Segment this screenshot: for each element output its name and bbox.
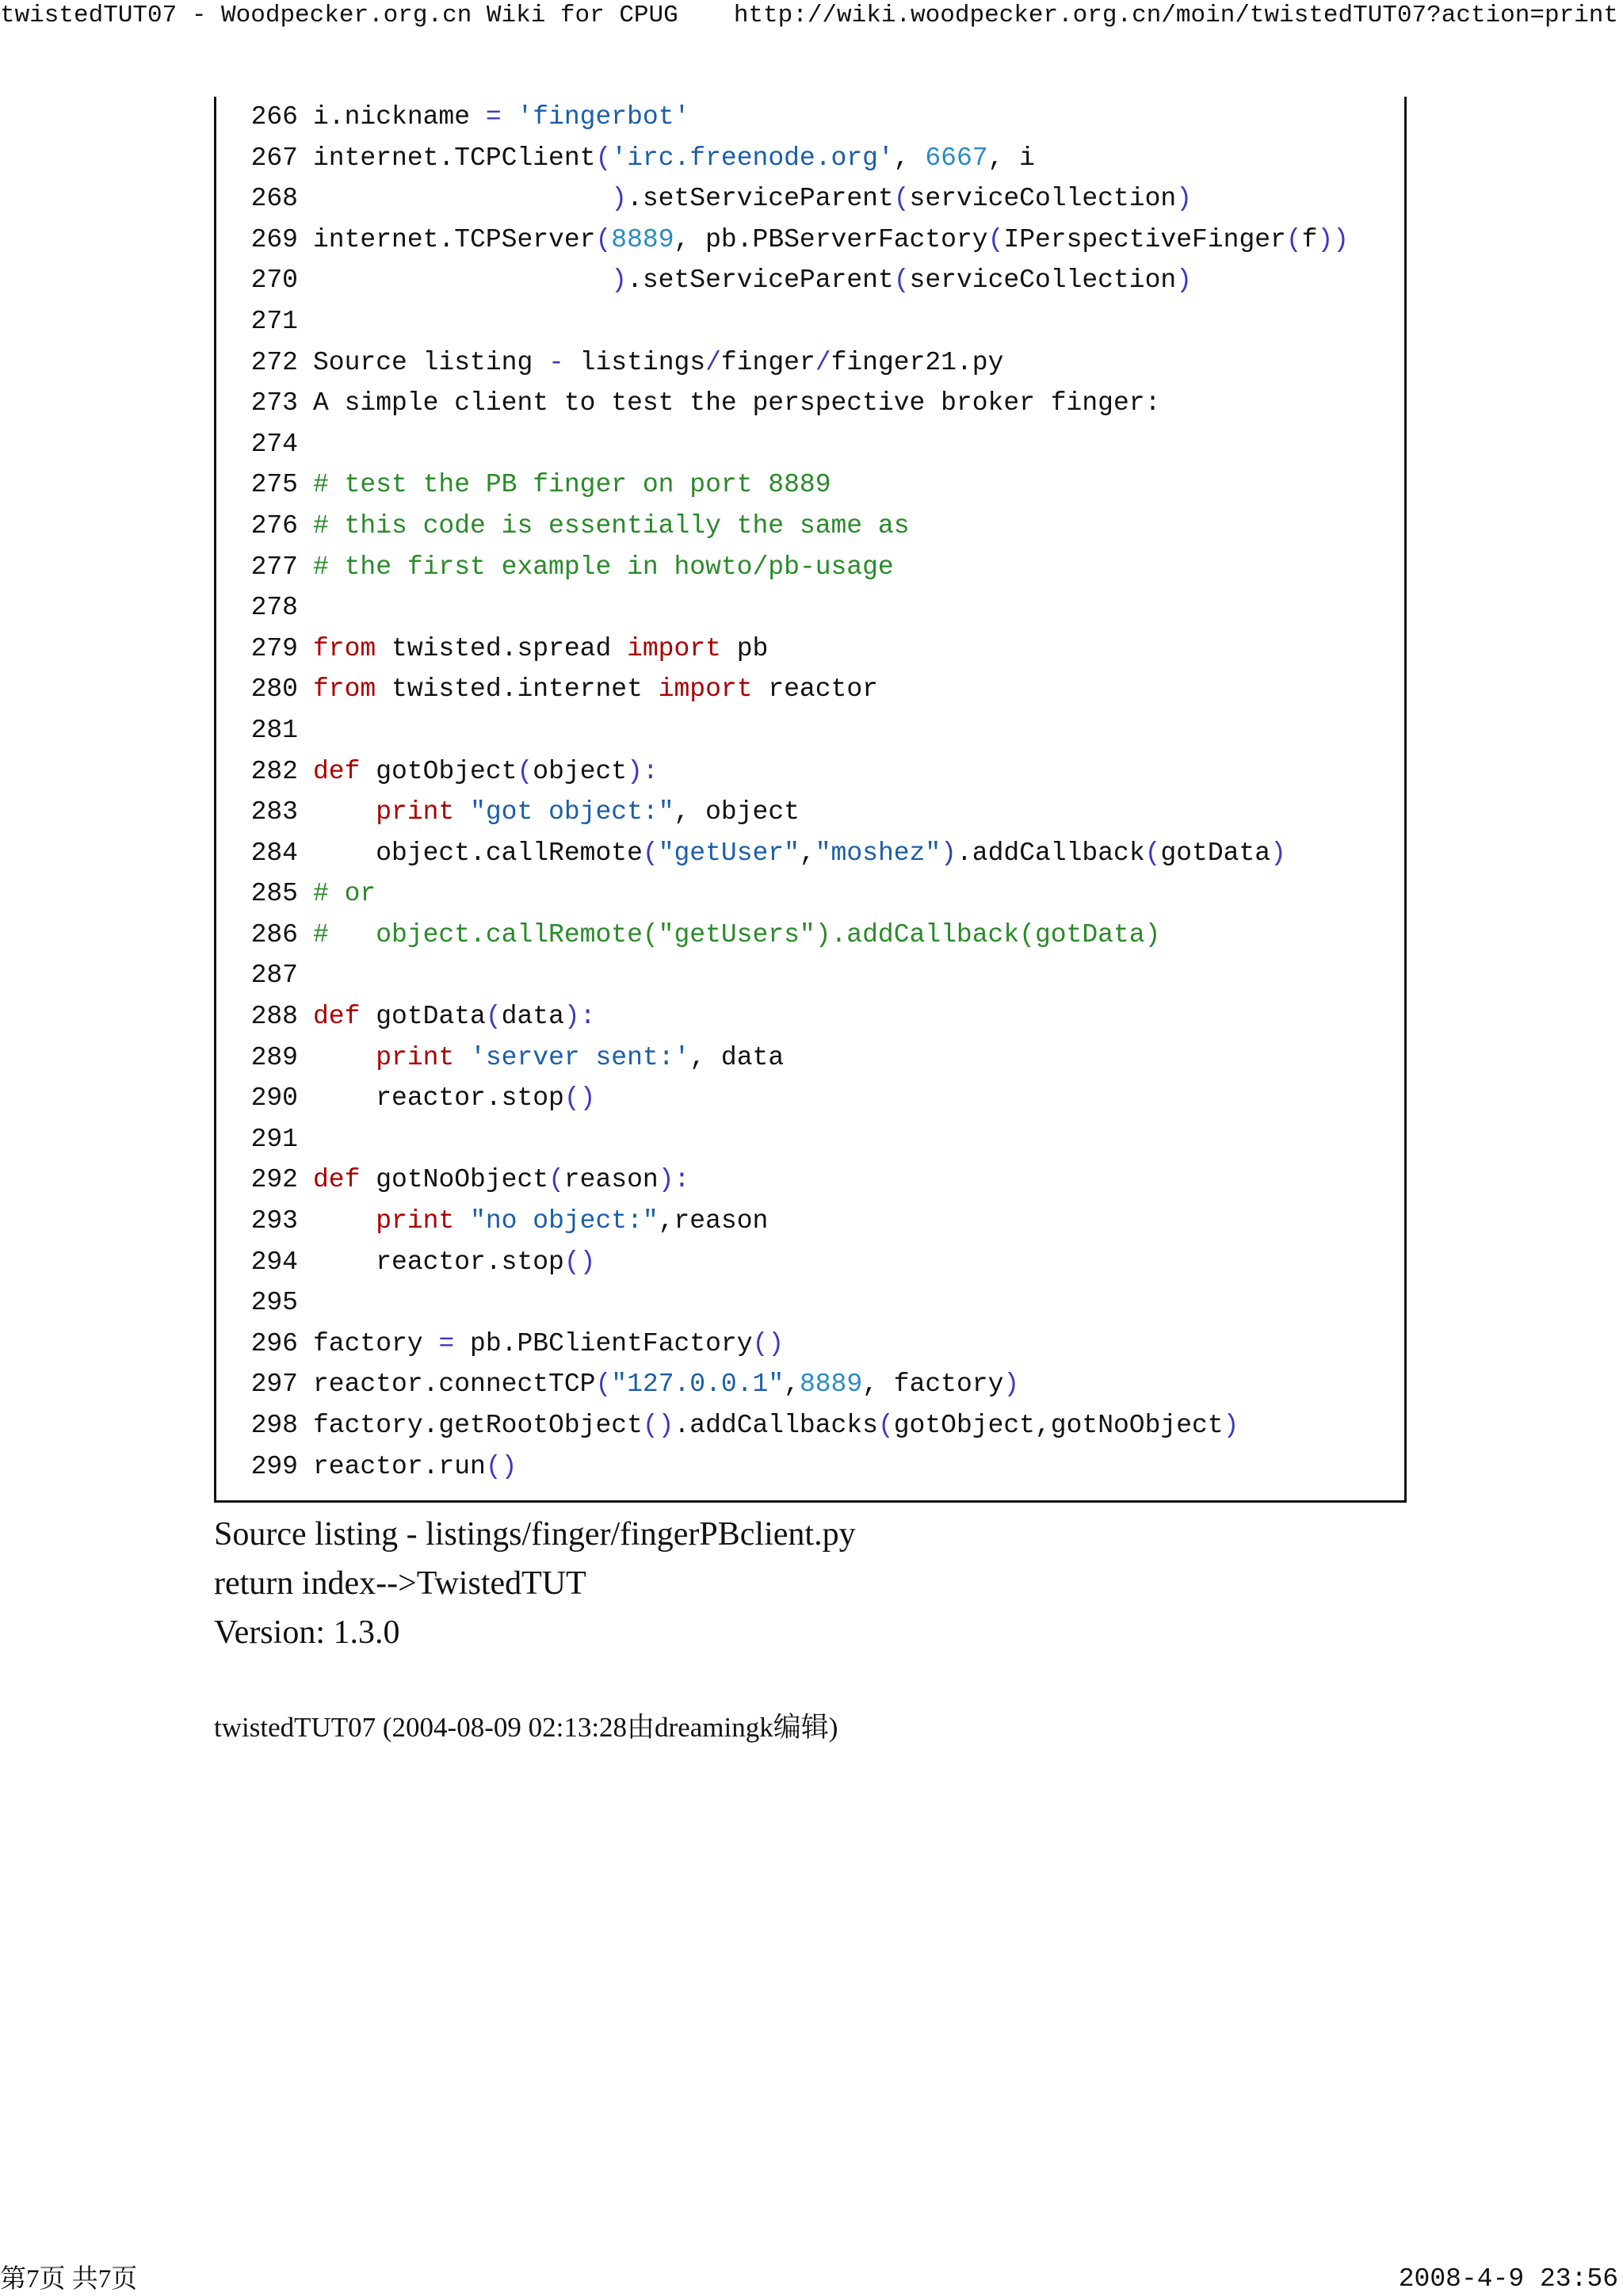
code-token: ) <box>611 184 628 214</box>
code-line <box>246 220 1349 261</box>
code-line <box>246 915 1349 956</box>
code-token: reactor.connectTCP <box>313 1370 596 1400</box>
code-token: , pb.PBServerFactory <box>674 224 988 254</box>
code-token <box>313 184 611 213</box>
code-token: , <box>799 838 815 868</box>
code-token: "no object:" <box>470 1206 659 1236</box>
code-token: ( <box>548 1165 564 1195</box>
line-number: 293 <box>250 1206 298 1236</box>
code-token: ) <box>611 266 628 296</box>
code-token: object <box>533 756 628 786</box>
code-token: = <box>438 1328 455 1358</box>
code-token: "127.0.0.1" <box>611 1370 785 1400</box>
code-token: A simple client to test the perspective broker finger: <box>313 388 1161 418</box>
code-token: # object.callRemote("getUsers").addCallback(gotData) <box>313 919 1161 949</box>
line-number: 274 <box>250 429 298 459</box>
code-token: reactor.stop <box>313 1083 564 1114</box>
code-token: .addCallbacks <box>674 1411 878 1440</box>
code-token: , data <box>689 1042 785 1072</box>
code-token: gotObject,gotNoObject <box>893 1411 1224 1440</box>
code-line <box>246 1282 1349 1324</box>
print-header <box>0 0 1623 32</box>
code-token: print <box>376 1042 455 1072</box>
line-number: 268 <box>250 184 298 214</box>
code-token: pb.PBClientFactory <box>454 1328 753 1358</box>
code-token: # or <box>313 879 376 909</box>
code-token: f <box>1301 224 1318 254</box>
code-line <box>246 178 1349 220</box>
code-token <box>313 797 376 827</box>
code-token: ,reason <box>658 1206 769 1236</box>
line-number: 266 <box>250 102 298 132</box>
code-token: "getUser" <box>658 838 800 868</box>
version-text: Version: 1.3.0 <box>214 1614 400 1651</box>
code-token: 8889 <box>799 1370 863 1400</box>
line-number: 292 <box>250 1165 298 1195</box>
code-token <box>502 102 517 132</box>
code-token: ( <box>642 838 659 868</box>
line-number: 281 <box>250 715 298 745</box>
code-token: 8889 <box>611 224 674 254</box>
code-token: ) <box>1176 184 1193 214</box>
code-token: listings <box>563 347 706 377</box>
code-token: from <box>313 633 376 663</box>
code-token: "got object:" <box>470 797 674 827</box>
code-token: - <box>548 347 564 377</box>
page-header-url[interactable]: http://wiki.woodpecker.org.cn/moin/twistedTUT07?action=print <box>733 2 1618 29</box>
code-line <box>246 342 1349 384</box>
code-line <box>246 260 1349 301</box>
code-token: = <box>485 102 502 132</box>
code-token: gotNoObject <box>360 1165 549 1195</box>
code-token: ( <box>1285 224 1302 254</box>
code-line <box>246 506 1349 547</box>
code-token: factory.getRootObject <box>313 1411 643 1440</box>
code-token: () <box>485 1451 517 1481</box>
line-number: 290 <box>250 1083 298 1114</box>
code-token <box>313 1043 376 1072</box>
code-token: .setServiceParent <box>627 266 894 296</box>
code-token: ( <box>595 1370 612 1400</box>
code-token: object.callRemote <box>313 838 643 868</box>
line-number: 279 <box>250 633 298 663</box>
code-token: 'server sent:' <box>470 1042 690 1072</box>
code-token: ): <box>563 1002 596 1032</box>
code-token: ( <box>485 1002 502 1032</box>
code-token: ( <box>517 756 533 786</box>
code-line <box>246 464 1349 506</box>
line-number: 296 <box>250 1328 298 1358</box>
code-token: ): <box>658 1165 690 1195</box>
code-token: import <box>658 674 753 705</box>
code-line <box>246 792 1349 833</box>
code-token: () <box>563 1083 596 1114</box>
code-token: , object <box>674 797 800 827</box>
code-token: serviceCollection <box>909 184 1177 214</box>
code-token: gotObject <box>360 756 517 786</box>
code-token: def <box>313 1002 361 1032</box>
code-line <box>246 1324 1349 1365</box>
line-number: 282 <box>250 756 298 786</box>
code-line <box>246 955 1349 996</box>
code-token: pb <box>720 633 769 663</box>
code-token: , <box>784 1370 800 1400</box>
code-token: reason <box>563 1165 659 1195</box>
line-number: 276 <box>250 510 298 541</box>
code-line <box>246 301 1349 342</box>
code-line <box>246 97 1349 138</box>
code-token: serviceCollection <box>909 266 1177 296</box>
code-token: factory <box>313 1328 439 1358</box>
code-token: IPerspectiveFinger <box>1003 224 1286 254</box>
line-number: 275 <box>250 470 298 500</box>
code-token: / <box>705 347 721 377</box>
code-listing-box <box>214 97 1407 1503</box>
code-line <box>246 628 1349 670</box>
code-token: () <box>563 1247 596 1277</box>
code-token <box>454 1043 470 1072</box>
code-token: i.nickname <box>313 102 486 132</box>
line-number: 287 <box>250 961 298 991</box>
line-number: 289 <box>250 1042 298 1072</box>
code-token <box>454 797 470 827</box>
code-token: reactor.stop <box>313 1247 564 1277</box>
code-token: ) <box>1223 1411 1239 1440</box>
code-token: ) <box>941 838 957 868</box>
code-token: # test the PB finger on port 8889 <box>313 470 831 500</box>
line-number: 298 <box>250 1411 298 1440</box>
code-token: )) <box>1317 224 1350 254</box>
code-line <box>246 587 1349 628</box>
code-line <box>246 833 1349 874</box>
code-line <box>246 873 1349 915</box>
code-line <box>246 1364 1349 1405</box>
code-token: from <box>313 674 376 705</box>
page-header-title: twistedTUT07 - Woodpecker.org.cn Wiki for CPUG <box>0 2 678 29</box>
code-line <box>246 710 1349 751</box>
code-token: finger21.py <box>831 347 1004 377</box>
line-number: 278 <box>250 593 298 623</box>
code-block <box>246 97 1349 1487</box>
code-token: print <box>376 797 455 827</box>
code-token: 'irc.freenode.org' <box>611 143 894 173</box>
line-number: 288 <box>250 1002 298 1032</box>
code-token: ) <box>1270 838 1286 868</box>
code-token: ( <box>595 143 612 173</box>
code-line <box>246 1201 1349 1242</box>
code-line <box>246 1159 1349 1201</box>
code-line <box>246 1037 1349 1079</box>
code-line <box>246 1405 1349 1446</box>
code-line <box>246 1242 1349 1283</box>
code-token: ) <box>1003 1370 1020 1400</box>
code-line <box>246 996 1349 1037</box>
code-line <box>246 669 1349 710</box>
code-token: # the first example in howto/pb-usage <box>313 552 894 582</box>
code-token: ( <box>893 266 910 296</box>
code-token: Source listing <box>313 347 549 377</box>
code-token: ): <box>627 756 659 786</box>
line-number: 270 <box>250 266 298 296</box>
print-datetime: 2008-4-9 23:56 <box>1398 2264 1618 2294</box>
line-number: 299 <box>250 1451 298 1481</box>
code-token: data <box>501 1002 564 1032</box>
code-token: print <box>376 1206 455 1236</box>
code-token: reactor <box>752 674 878 705</box>
line-number: 280 <box>250 674 298 705</box>
code-line <box>246 751 1349 793</box>
code-token: finger <box>720 347 815 377</box>
line-number: 283 <box>250 797 298 827</box>
code-token: , <box>893 143 926 173</box>
code-token: ( <box>877 1411 894 1440</box>
line-number: 297 <box>250 1370 298 1400</box>
code-token: ) <box>1176 266 1193 296</box>
code-token: () <box>752 1328 785 1358</box>
code-token: def <box>313 1165 361 1195</box>
code-token: ( <box>1144 838 1161 868</box>
code-token: gotData <box>1160 838 1271 868</box>
code-token: gotData <box>360 1002 486 1032</box>
code-token: twisted.internet <box>376 674 659 705</box>
code-token: ( <box>987 224 1004 254</box>
code-token <box>313 1206 376 1236</box>
line-number: 267 <box>250 143 298 173</box>
line-number: 294 <box>250 1247 298 1277</box>
edit-info: twistedTUT07 (2004-08-09 02:13:28由dreamingk编辑) <box>214 1712 838 1743</box>
line-number: 277 <box>250 552 298 582</box>
code-token: , i <box>987 143 1035 173</box>
code-line <box>246 1119 1349 1160</box>
code-token: .setServiceParent <box>627 184 894 214</box>
code-token: # this code is essentially the same as <box>313 510 910 541</box>
code-token: reactor.run <box>313 1451 486 1481</box>
print-footer <box>0 2263 1623 2296</box>
code-token <box>313 266 611 295</box>
code-token: twisted.spread <box>376 633 628 663</box>
code-token: internet.TCPServer <box>313 224 596 254</box>
source-listing-link[interactable]: Source listing - listings/finger/fingerPBclient.py <box>214 1516 856 1553</box>
line-number: 272 <box>250 347 298 377</box>
line-number: 273 <box>250 388 298 418</box>
code-token: import <box>627 633 721 663</box>
after-code-section <box>214 1510 856 1657</box>
code-line <box>246 424 1349 465</box>
code-token: internet.TCPClient <box>313 143 596 173</box>
code-token: def <box>313 756 361 786</box>
code-token: , factory <box>862 1370 1004 1400</box>
code-line <box>246 138 1349 179</box>
line-number: 295 <box>250 1288 298 1318</box>
code-token <box>454 1206 470 1236</box>
line-number: 286 <box>250 919 298 949</box>
code-token: .addCallback <box>956 838 1145 868</box>
code-line <box>246 1446 1349 1488</box>
code-token: ( <box>893 184 910 214</box>
code-line <box>246 383 1349 424</box>
line-number: 271 <box>250 306 298 336</box>
code-line <box>246 1078 1349 1119</box>
code-token: 'fingerbot' <box>517 102 690 132</box>
code-token: "moshez" <box>815 838 941 868</box>
line-number: 284 <box>250 838 298 868</box>
line-number: 285 <box>250 879 298 909</box>
code-token: ( <box>595 224 612 254</box>
code-token: 6667 <box>925 143 988 173</box>
line-number: 291 <box>250 1124 298 1154</box>
page-number: 第7页 共7页 <box>0 2265 138 2294</box>
line-number: 269 <box>250 224 298 254</box>
code-token: () <box>642 1411 674 1440</box>
code-token: / <box>815 347 831 377</box>
return-index-link[interactable]: return index-->TwistedTUT <box>214 1565 586 1602</box>
code-line <box>246 547 1349 588</box>
